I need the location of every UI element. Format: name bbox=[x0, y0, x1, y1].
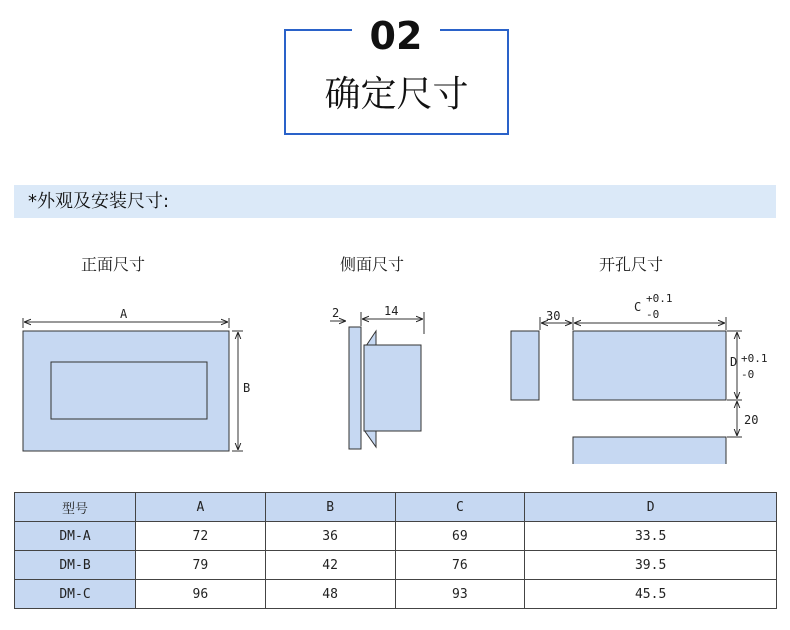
side-view-label: 侧面尺寸 bbox=[340, 255, 405, 274]
side-bezel bbox=[349, 327, 361, 449]
table-header-row bbox=[15, 493, 777, 522]
cutout-view-label: 开孔尺寸 bbox=[599, 255, 664, 274]
cell-c: 76 bbox=[395, 551, 525, 580]
cell-a: 72 bbox=[136, 522, 266, 551]
side-body bbox=[364, 345, 421, 431]
col-header-b: B bbox=[265, 493, 395, 522]
col-header-model: 型号 bbox=[15, 493, 136, 522]
col-header-d: D bbox=[525, 493, 777, 522]
cutout-bottom bbox=[573, 437, 726, 464]
dim-a-label: A bbox=[120, 307, 128, 321]
cell-model: DM-C bbox=[15, 580, 136, 609]
col-header-a: A bbox=[136, 493, 266, 522]
dim-c-tol-plus: +0.1 bbox=[646, 292, 673, 305]
dim-30-label: 30 bbox=[546, 309, 561, 323]
cell-a: 96 bbox=[136, 580, 266, 609]
dim-c-tol-minus: -0 bbox=[646, 308, 660, 321]
cell-c: 93 bbox=[395, 580, 525, 609]
cutout-main bbox=[573, 331, 726, 400]
spec-table bbox=[14, 492, 777, 609]
step-number: 02 bbox=[369, 14, 423, 58]
dim-20-label: 20 bbox=[744, 413, 759, 427]
dim-d-tol-plus: +0.1 bbox=[741, 352, 768, 365]
cell-a: 79 bbox=[136, 551, 266, 580]
cutout-left bbox=[511, 331, 539, 400]
cell-model: DM-B bbox=[15, 551, 136, 580]
section-title: *外观及安装尺寸: bbox=[28, 191, 170, 212]
side-view bbox=[330, 304, 424, 449]
dim-d-label: D bbox=[730, 355, 738, 369]
front-screen bbox=[51, 362, 207, 419]
front-view bbox=[23, 307, 250, 451]
dim-d-tol-minus: -0 bbox=[741, 368, 755, 381]
col-header-c: C bbox=[395, 493, 525, 522]
dim-14-label: 14 bbox=[384, 304, 399, 318]
cutout-view bbox=[511, 292, 768, 464]
table-row bbox=[15, 551, 777, 580]
table-row bbox=[15, 522, 777, 551]
front-view-label: 正面尺寸 bbox=[81, 255, 146, 274]
table-row bbox=[15, 580, 777, 609]
page-title: 确定尺寸 bbox=[324, 74, 469, 115]
cell-b: 36 bbox=[265, 522, 395, 551]
cell-d: 45.5 bbox=[525, 580, 777, 609]
cell-model: DM-A bbox=[15, 522, 136, 551]
cell-b: 48 bbox=[265, 580, 395, 609]
cell-d: 33.5 bbox=[525, 522, 777, 551]
dim-2-label: 2 bbox=[332, 306, 340, 320]
dim-c-label: C bbox=[634, 300, 642, 314]
cell-b: 42 bbox=[265, 551, 395, 580]
cell-d: 39.5 bbox=[525, 551, 777, 580]
cell-c: 69 bbox=[395, 522, 525, 551]
dim-b-label: B bbox=[243, 381, 251, 395]
